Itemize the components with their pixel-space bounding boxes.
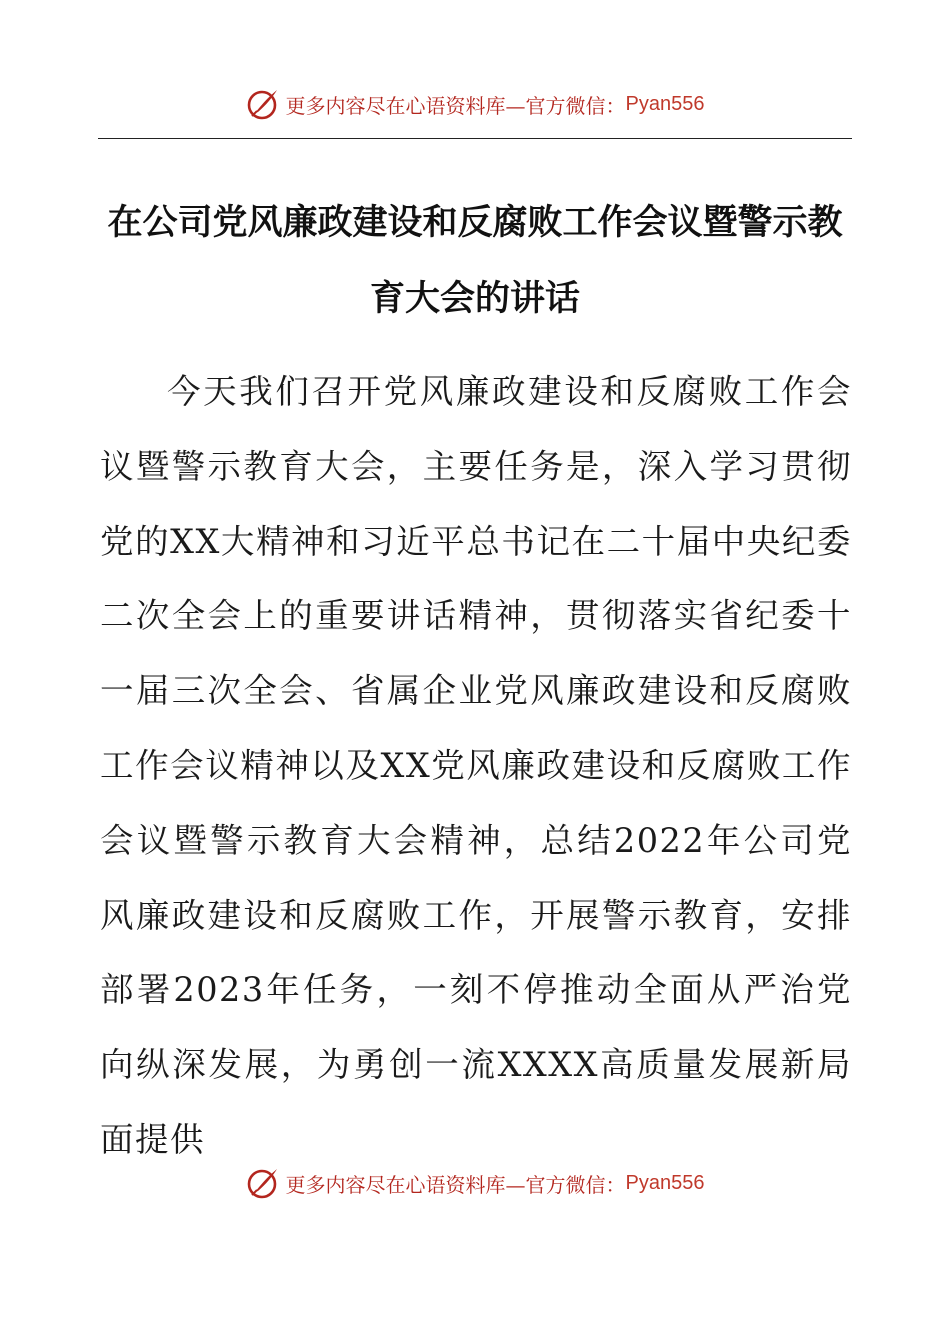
quill-logo-icon [246, 87, 280, 121]
body-paragraph: 今天我们召开党风廉政建设和反腐败工作会议暨警示教育大会，主要任务是，深入学习贯彻党的XX大精神和习近平总书记在二十届中央纪委二次全会上的重要讲话精神，贯彻落实省纪委十一届三次全会、省属企业党风廉政建设和反腐败工作会议精神以及XX党风廉政建设和反腐败工作会议暨警示教育大会精神，总结2022年公司党风廉政建设和反腐败工作，开展警示教育，安排部署2023年任务，一刻不停推动全面从严治党向纵深发展，为勇创一流XXXX高质量发展新局面提供 [100, 372, 852, 1159]
watermark-wechat-id: Pyan556 [625, 1171, 705, 1194]
watermark-text: 更多内容尽在心语资料库—官方微信： [285, 93, 626, 118]
header-watermark [0, 84, 950, 124]
watermark-wechat-id: Pyan556 [625, 92, 705, 115]
document-title: 在公司党风廉政建设和反腐败工作会议暨警示教育大会的讲话 [107, 203, 843, 319]
footer-watermark [0, 1163, 950, 1203]
header-divider [98, 138, 852, 139]
quill-logo-icon [246, 1166, 280, 1200]
watermark-text: 更多内容尽在心语资料库—官方微信： [285, 1172, 626, 1197]
